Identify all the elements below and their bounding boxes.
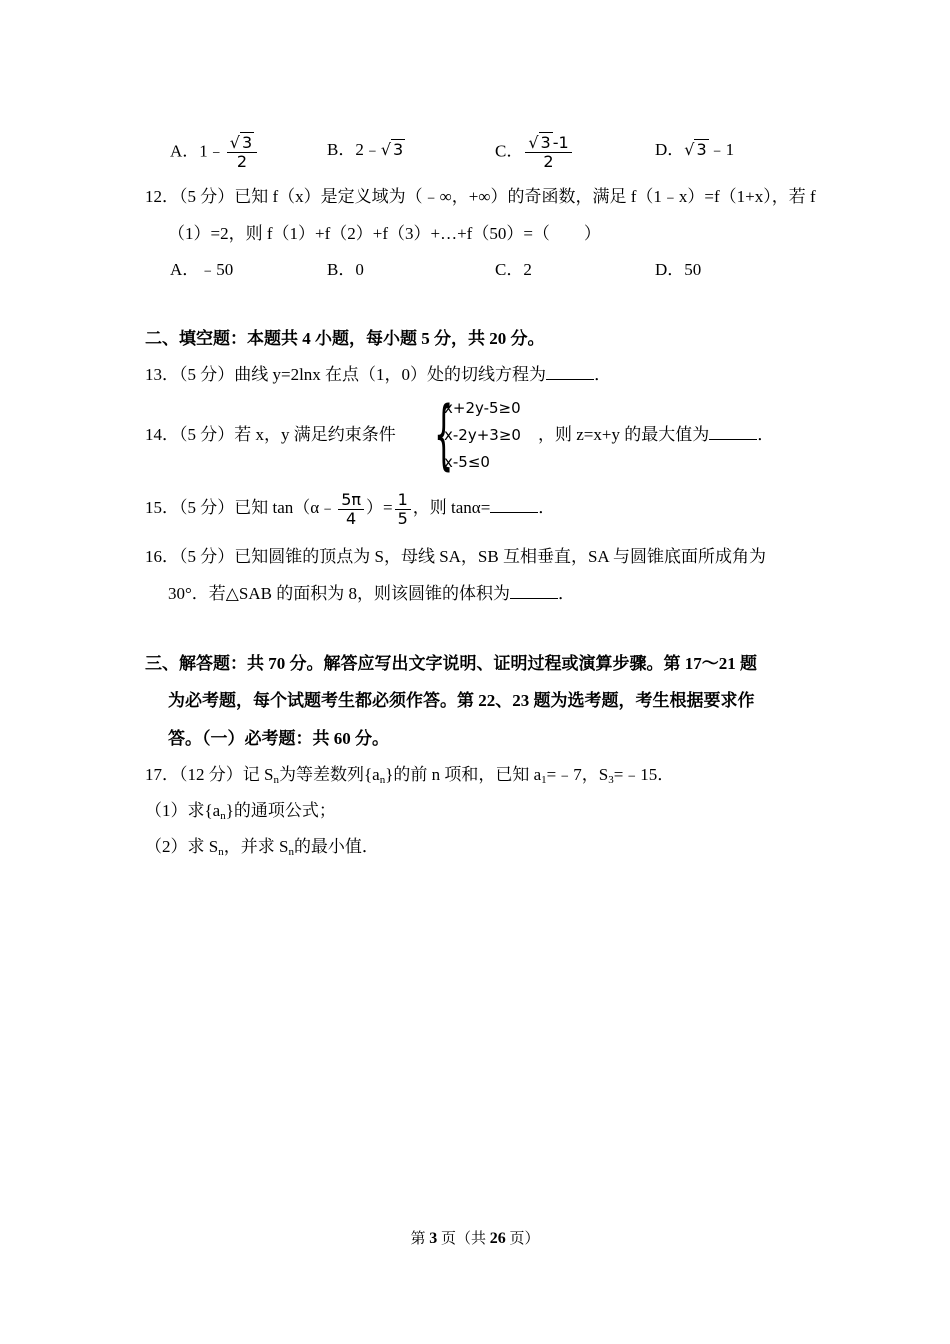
q17-text: ，并求 S	[223, 837, 289, 856]
q14-text: ，则 z=x+y 的最大值为	[538, 425, 710, 444]
q15-end: ．	[538, 498, 556, 517]
q17-part1	[145, 800, 336, 822]
footer-text: 页（共	[437, 1231, 490, 1247]
option-text: 1﹣	[199, 141, 225, 161]
q11-option-c	[495, 134, 574, 171]
fraction	[338, 491, 364, 528]
section3-line2: 为必考题，每个试题考生都必须作答。第 22、23 题为选考题，考生根据要求作	[168, 691, 755, 710]
fraction	[395, 491, 411, 528]
option-label: D．	[655, 140, 685, 159]
fraction	[525, 134, 571, 171]
q16-end: ．	[557, 584, 575, 603]
constraint-2: x-2y+3≥0	[444, 426, 521, 444]
radicand: 3	[393, 140, 404, 159]
subscript: 1	[541, 774, 547, 786]
q15-text: ，则 tanα=	[412, 498, 491, 517]
section2-title: 二、填空题：本题共 4 小题，每小题 5 分，共 20 分。	[145, 329, 545, 348]
q17-text: （1）求{a	[145, 801, 221, 820]
brace-icon: {	[434, 389, 454, 478]
section3-line1: 三、解答题：共 70 分。解答应写出文字说明、证明过程或演算步骤。第 17～21 题	[145, 654, 757, 673]
option-label: A．	[170, 141, 200, 161]
q13	[145, 364, 611, 386]
q12-line2: （1）=2，则 f（1）+f（2）+f（3）+…+f（50）=（ ）	[168, 224, 601, 243]
subscript: n	[218, 846, 224, 858]
q17-text: 为等差数列{a	[278, 765, 380, 784]
sqrt-icon: √ 3	[229, 133, 253, 152]
q11-option-b	[327, 139, 405, 161]
sqrt-icon: √ 3	[528, 133, 551, 152]
q11-option-d	[655, 139, 734, 161]
q17-text: （2）求 S	[145, 837, 219, 856]
radicand: 3	[241, 133, 253, 152]
page-total: 26	[489, 1230, 506, 1247]
constraint-1: x+2y-5≥0	[444, 399, 521, 417]
fraction	[227, 134, 257, 171]
section3-line3: 答。（一）必考题：共 60 分。	[168, 729, 389, 748]
radicand: 3	[696, 140, 707, 159]
subscript: n	[288, 846, 294, 858]
q17-text: 17．（12 分）记 S	[145, 765, 274, 784]
q16-line1: 16．（5 分）已知圆锥的顶点为 S，母线 SA，SB 互相垂直，SA 与圆锥底面所成角为	[145, 547, 767, 566]
q17-stem	[145, 764, 674, 786]
answer-blank	[546, 365, 594, 380]
q11-option-a	[170, 134, 259, 171]
q12-option-c: C．2	[495, 260, 532, 279]
subscript: n	[273, 774, 279, 786]
answer-blank	[510, 584, 558, 599]
q16-line2	[168, 583, 575, 605]
q12-option-b: B．0	[327, 260, 364, 279]
q14-post	[538, 424, 774, 446]
q17-text: 的最小值．	[293, 837, 379, 856]
q17-text: }的通项公式；	[225, 801, 336, 820]
sqrt-icon: √ 3	[380, 140, 404, 159]
q13-text: 13．（5 分）曲线 y=2lnx 在点（1，0）处的切线方程为	[145, 365, 547, 384]
option-label: C．	[495, 141, 524, 161]
q15-text: ）=	[366, 498, 393, 517]
numerator-tail: -1	[552, 133, 569, 152]
denominator: 4	[346, 508, 357, 528]
q15	[145, 488, 555, 528]
q15-text: 15．（5 分）已知 tan（α﹣	[145, 498, 337, 517]
q17-text: }的前 n 项和，已知 a	[385, 765, 542, 784]
q17-text: =﹣15．	[613, 765, 675, 784]
denominator: 5	[397, 508, 408, 528]
option-label: B．	[327, 140, 356, 159]
q14-pre: 14．（5 分）若 x，y 满足约束条件	[145, 425, 396, 444]
q13-end: ．	[594, 365, 612, 384]
constraint-3: x-5≤0	[444, 453, 490, 471]
subscript: n	[379, 774, 386, 786]
subscript: 3	[608, 774, 614, 786]
constraint-system	[434, 389, 554, 478]
answer-blank	[709, 425, 757, 440]
numerator: 1	[395, 491, 411, 510]
q12-line1: 12．（5 分）已知 f（x）是定义域为（﹣∞，+∞）的奇函数，满足 f（1﹣x）=f（1+x），若 f	[145, 187, 816, 206]
denominator: 2	[236, 152, 248, 171]
q17-part2	[145, 836, 379, 858]
option-text: ﹣1	[708, 140, 735, 159]
answer-blank	[490, 498, 538, 513]
footer-text: 页）	[505, 1231, 540, 1247]
page-footer	[0, 1229, 950, 1249]
q12-option-a: A．﹣50	[170, 260, 234, 279]
radicand: 3	[540, 133, 551, 152]
sqrt-icon: √ 3	[684, 140, 707, 159]
denominator: 2	[543, 152, 554, 171]
option-text: 2﹣	[355, 140, 381, 159]
numerator: 5π	[338, 491, 364, 510]
q14-end: ．	[757, 425, 775, 444]
page-number: 3	[429, 1230, 438, 1247]
subscript: n	[220, 810, 226, 822]
q17-text: =﹣7，S	[546, 765, 609, 784]
q16-text: 30°．若△SAB 的面积为 8，则该圆锥的体积为	[168, 584, 510, 603]
q12-option-d: D．50	[655, 260, 702, 279]
footer-text: 第	[410, 1231, 430, 1247]
